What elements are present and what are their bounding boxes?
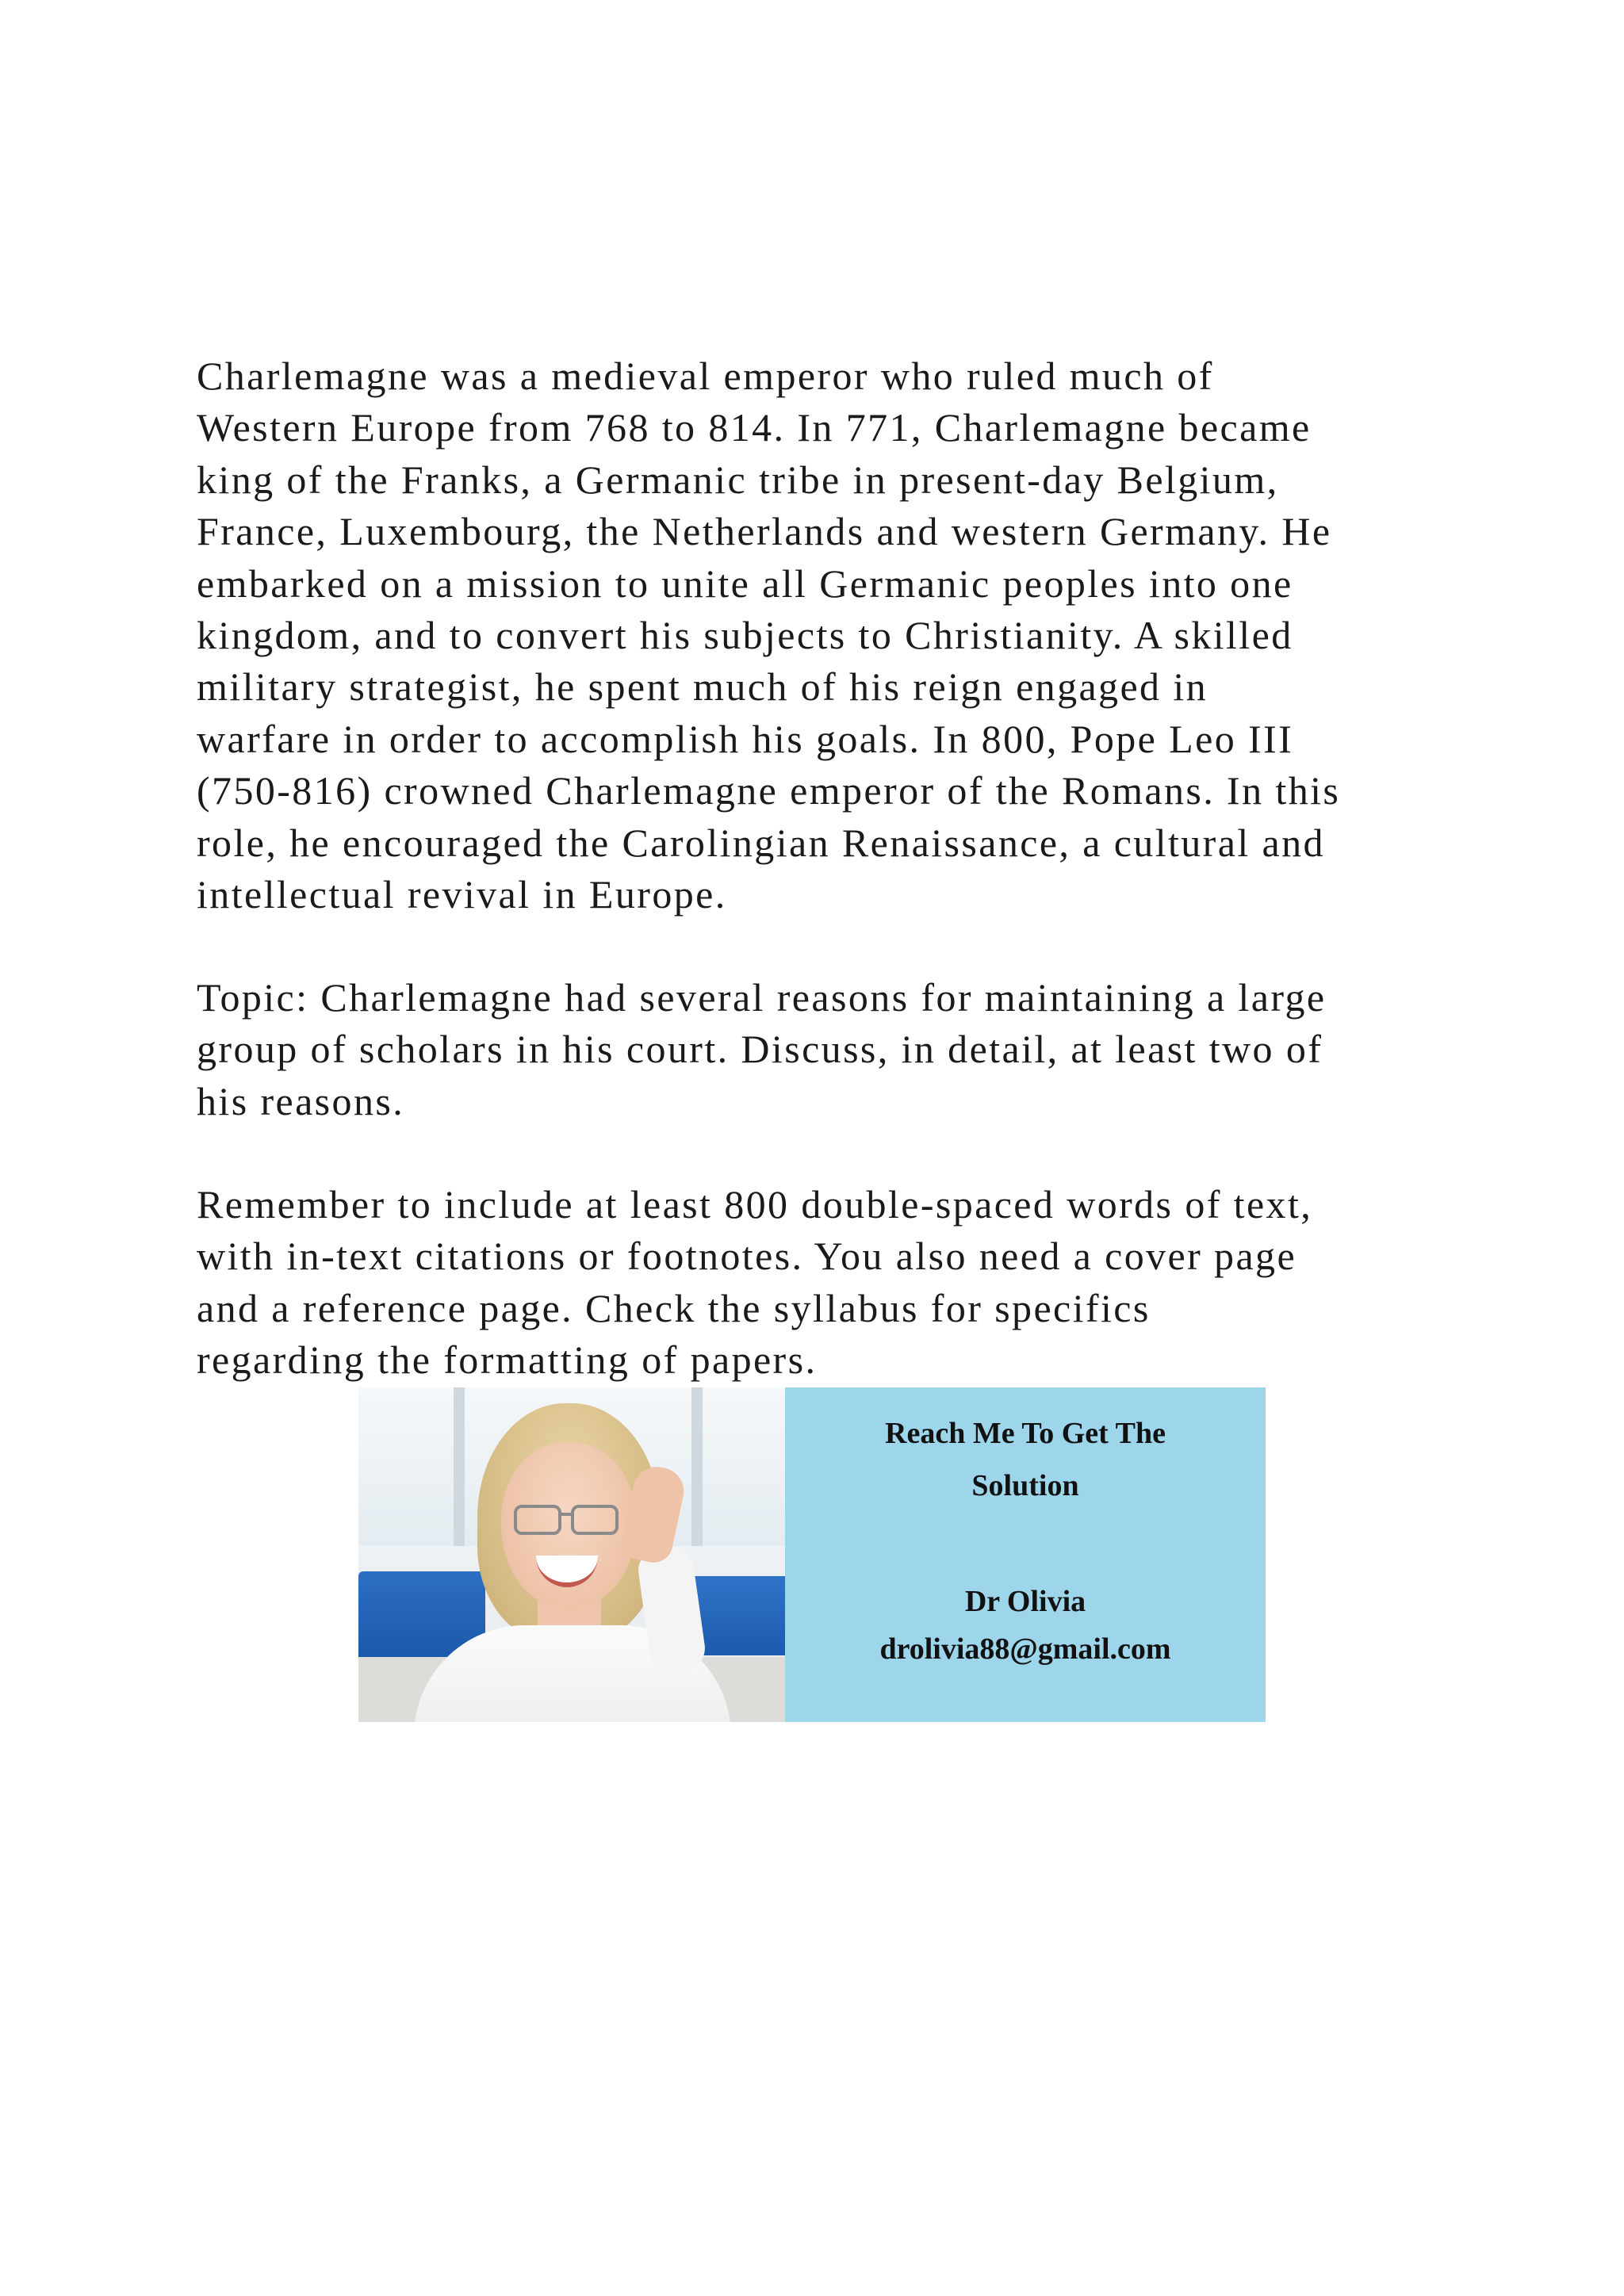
window-frame (454, 1387, 465, 1546)
paragraph-line: Western Europe from 768 to 814. In 771, Charlemagne became (197, 405, 1312, 450)
contact-info-panel (785, 1387, 1266, 1722)
glasses-bridge (558, 1513, 571, 1516)
contact-email-link[interactable]: drolivia88@gmail.com (879, 1632, 1171, 1666)
glasses-icon (514, 1505, 561, 1535)
paragraph-line: his reasons. (197, 1078, 405, 1123)
contact-advertisement-banner[interactable] (358, 1387, 1266, 1722)
paragraph-line: role, he encouraged the Carolingian Renaissance, a cultural and (197, 820, 1325, 865)
smiling-woman-photo-icon (358, 1387, 785, 1722)
window-frame (691, 1387, 703, 1546)
paragraph-line: Remember to include at least 800 double-spaced words of text, (197, 1182, 1313, 1226)
paragraph-line: military strategist, he spent much of his reign engaged in (197, 664, 1208, 710)
paragraph-line: group of scholars in his court. Discuss, in detail, at least two of (197, 1027, 1323, 1072)
paragraph-line: Topic: Charlemagne had several reasons for maintaining a large (197, 975, 1327, 1020)
paragraph-line: with in-text citations or footnotes. You also need a cover page (197, 1234, 1297, 1279)
glasses-icon (571, 1505, 619, 1535)
paragraph-line: regarding the formatting of papers. (197, 1337, 818, 1383)
paragraph-line: (750-816) crowned Charlemagne emperor of the Romans. In this (197, 768, 1341, 813)
paragraph-line: kingdom, and to convert his subjects to Christianity. A skilled (197, 612, 1293, 657)
contact-name: Dr Olivia (964, 1585, 1086, 1618)
paragraph-line: warfare in order to accomplish his goals. In 800, Pope Leo III (197, 716, 1294, 761)
reminder-paragraph (197, 1179, 1434, 1387)
paragraph-line: Charlemagne was a medieval emperor who ruled much of (197, 354, 1214, 398)
ad-headline: Solution (971, 1469, 1079, 1502)
paragraph-line: embarked on a mission to unite all Germanic peoples into one (197, 561, 1293, 606)
topic-paragraph (197, 972, 1434, 1127)
paragraph-line: France, Luxembourg, the Netherlands and western Germany. He (197, 509, 1332, 554)
intro-paragraph (197, 350, 1434, 920)
paragraph-line: king of the Franks, a Germanic tribe in present-day Belgium, (197, 457, 1279, 502)
paragraph-line: intellectual revival in Europe. (197, 871, 727, 916)
ad-headline: Reach Me To Get The (885, 1417, 1166, 1450)
paragraph-line: and a reference page. Check the syllabus for specifics (197, 1285, 1151, 1330)
